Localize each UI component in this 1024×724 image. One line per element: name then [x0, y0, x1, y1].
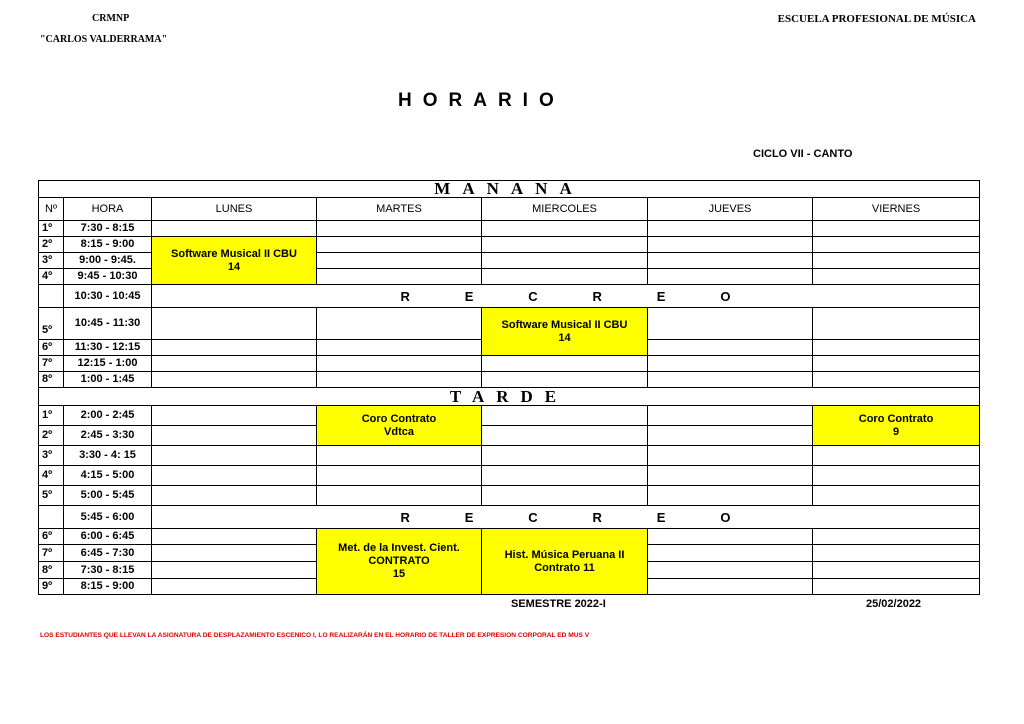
semester-label: SEMESTRE 2022-I — [511, 598, 606, 610]
empty-cell — [152, 529, 317, 545]
empty-cell — [648, 406, 813, 426]
row-time: 3:30 - 4: 15 — [64, 446, 152, 466]
schedule-table — [38, 180, 980, 595]
recess-letter: C — [528, 509, 538, 525]
recess-letter: C — [528, 288, 538, 304]
empty-cell — [482, 406, 648, 426]
footnote: LOS ESTUDIANTES QUE LLEVAN LA ASIGNATURA DE DESPLAZAMIENTO ESCENICO I, LO REALIZARÁN EN EL HORARIO DE TALLER DE EXPRESION CORPORAL ED MUS V — [40, 632, 590, 639]
course-cell-martes-coro — [317, 406, 482, 446]
empty-cell — [317, 340, 482, 356]
empty-cell — [648, 486, 813, 506]
row-number: 3º — [39, 253, 64, 269]
row-number: 1º — [39, 221, 64, 237]
recess-letter: E — [464, 509, 474, 525]
empty-cell — [648, 426, 813, 446]
row-number: 4º — [39, 269, 64, 285]
course-cell-viernes-coro — [813, 406, 980, 446]
row-number: 7º — [39, 356, 64, 372]
empty-cell — [317, 372, 482, 388]
row-time: 4:15 - 5:00 — [64, 466, 152, 486]
empty-cell — [813, 340, 980, 356]
row-time: 6:00 - 6:45 — [64, 529, 152, 545]
empty-cell — [152, 426, 317, 446]
empty-cell — [648, 579, 813, 595]
row-time: 7:30 - 8:15 — [64, 221, 152, 237]
empty-cell — [648, 466, 813, 486]
row-time: 8:15 - 9:00 — [64, 579, 152, 595]
afternoon-section-row — [39, 388, 980, 406]
empty-cell — [813, 579, 980, 595]
table-row — [39, 486, 980, 506]
row-number: 2º — [39, 426, 64, 446]
empty-cell — [317, 308, 482, 340]
course-cell-martes-metodologia — [317, 529, 482, 595]
col-header-viernes: VIERNES — [813, 198, 980, 221]
col-header-lunes: LUNES — [152, 198, 317, 221]
empty-cell — [317, 446, 482, 466]
table-row — [39, 446, 980, 466]
recess-letter: O — [720, 288, 731, 304]
row-number: 1º — [39, 406, 64, 426]
empty-cell — [648, 529, 813, 545]
institution-name: CRMNP — [92, 13, 130, 24]
empty-cell — [152, 356, 317, 372]
course-name: Coro Contrato — [361, 412, 437, 425]
empty-cell — [648, 562, 813, 579]
course-name: Met. de la Invest. Cient. — [338, 542, 460, 554]
course-teacher: CONTRATO — [368, 555, 430, 567]
row-time: 1:00 - 1:45 — [64, 372, 152, 388]
empty-cell — [813, 356, 980, 372]
empty-cell — [482, 269, 648, 285]
row-number: 4º — [39, 466, 64, 486]
empty-cell — [813, 446, 980, 466]
empty-cell — [152, 406, 317, 426]
empty-cell — [152, 579, 317, 595]
recess-letter: E — [464, 288, 474, 304]
empty-cell — [317, 269, 482, 285]
row-number — [39, 506, 64, 529]
course-cell-miercoles-historia — [482, 529, 648, 595]
empty-cell — [813, 529, 980, 545]
table-row — [39, 308, 980, 340]
row-number: 6º — [39, 340, 64, 356]
course-name: Coro Contrato — [858, 412, 934, 425]
recess-letter: E — [656, 288, 666, 304]
col-header-num: Nº — [39, 198, 64, 221]
empty-cell — [813, 486, 980, 506]
course-room: 14 — [558, 331, 571, 344]
recess-letter: R — [400, 509, 410, 525]
row-number: 3º — [39, 446, 64, 466]
empty-cell — [482, 221, 648, 237]
course-cell-miercoles-software — [482, 308, 648, 356]
row-number: 5º — [39, 308, 64, 340]
empty-cell — [317, 466, 482, 486]
course-room: 9 — [892, 425, 900, 438]
morning-section-row — [39, 181, 980, 198]
col-header-hora: HORA — [64, 198, 152, 221]
empty-cell — [813, 237, 980, 253]
empty-cell — [317, 237, 482, 253]
school-name: ESCUELA PROFESIONAL DE MÚSICA — [777, 13, 976, 25]
row-time: 2:00 - 2:45 — [64, 406, 152, 426]
course-name: Software Musical II CBU — [501, 318, 628, 331]
row-time: 12:15 - 1:00 — [64, 356, 152, 372]
empty-cell — [813, 372, 980, 388]
empty-cell — [317, 356, 482, 372]
row-number: 6º — [39, 529, 64, 545]
empty-cell — [648, 221, 813, 237]
row-number: 8º — [39, 562, 64, 579]
recess-letter: R — [400, 288, 410, 304]
section-morning: MANANA — [39, 181, 980, 198]
section-afternoon: TARDE — [39, 388, 980, 406]
table-row — [39, 237, 980, 253]
empty-cell — [152, 466, 317, 486]
empty-cell — [813, 269, 980, 285]
course-teacher-room: Contrato 11 — [534, 561, 595, 574]
course-room: 14 — [227, 260, 241, 273]
row-time: 6:45 - 7:30 — [64, 545, 152, 562]
empty-cell — [813, 545, 980, 562]
empty-cell — [648, 269, 813, 285]
row-number — [39, 285, 64, 308]
empty-cell — [152, 545, 317, 562]
row-number: 9º — [39, 579, 64, 595]
empty-cell — [152, 340, 317, 356]
recess-row — [39, 285, 980, 308]
page-title: HORARIO — [398, 90, 565, 111]
row-time: 11:30 - 12:15 — [64, 340, 152, 356]
course-name: Hist. Música Peruana II — [504, 548, 625, 561]
empty-cell — [813, 253, 980, 269]
empty-cell — [317, 221, 482, 237]
empty-cell — [648, 356, 813, 372]
course-room: Vdtca — [384, 425, 414, 438]
empty-cell — [152, 562, 317, 579]
empty-cell — [648, 340, 813, 356]
recess-label — [152, 285, 980, 308]
empty-cell — [482, 466, 648, 486]
empty-cell — [482, 372, 648, 388]
empty-cell — [317, 253, 482, 269]
table-row — [39, 356, 980, 372]
row-time: 10:30 - 10:45 — [64, 285, 152, 308]
empty-cell — [152, 308, 317, 340]
institution-subtitle: "CARLOS VALDERRAMA" — [40, 34, 168, 45]
row-number: 2º — [39, 237, 64, 253]
recess-label — [152, 506, 980, 529]
empty-cell — [152, 486, 317, 506]
empty-cell — [813, 308, 980, 340]
row-time: 8:15 - 9:00 — [64, 237, 152, 253]
row-time: 5:00 - 5:45 — [64, 486, 152, 506]
row-number: 7º — [39, 545, 64, 562]
empty-cell — [152, 372, 317, 388]
recess-letter: R — [592, 288, 602, 304]
empty-cell — [648, 237, 813, 253]
empty-cell — [648, 372, 813, 388]
row-time: 5:45 - 6:00 — [64, 506, 152, 529]
empty-cell — [813, 221, 980, 237]
course-cell-lunes-software — [152, 237, 317, 285]
row-number: 5º — [39, 486, 64, 506]
empty-cell — [482, 446, 648, 466]
empty-cell — [648, 308, 813, 340]
recess-letter: O — [720, 509, 731, 525]
empty-cell — [813, 466, 980, 486]
row-time: 10:45 - 11:30 — [64, 308, 152, 340]
col-header-martes: MARTES — [317, 198, 482, 221]
recess-letter: E — [656, 509, 666, 525]
cycle-label: CICLO VII - CANTO — [753, 148, 853, 160]
table-row — [39, 221, 980, 237]
empty-cell — [813, 562, 980, 579]
empty-cell — [482, 237, 648, 253]
empty-cell — [482, 426, 648, 446]
empty-cell — [648, 446, 813, 466]
table-row — [39, 529, 980, 545]
empty-cell — [482, 356, 648, 372]
header-row — [39, 198, 980, 221]
empty-cell — [482, 486, 648, 506]
course-name: Software Musical II CBU — [171, 247, 297, 260]
row-time: 9:00 - 9:45. — [64, 253, 152, 269]
row-time: 2:45 - 3:30 — [64, 426, 152, 446]
empty-cell — [152, 446, 317, 466]
table-row — [39, 466, 980, 486]
date-label: 25/02/2022 — [866, 598, 922, 610]
empty-cell — [648, 545, 813, 562]
row-number: 8º — [39, 372, 64, 388]
table-row — [39, 372, 980, 388]
empty-cell — [152, 221, 317, 237]
empty-cell — [317, 486, 482, 506]
col-header-miercoles: MIERCOLES — [482, 198, 648, 221]
recess-row — [39, 506, 980, 529]
col-header-jueves: JUEVES — [648, 198, 813, 221]
empty-cell — [648, 253, 813, 269]
row-time: 7:30 - 8:15 — [64, 562, 152, 579]
table-row — [39, 406, 980, 426]
course-room: 15 — [392, 568, 406, 580]
empty-cell — [482, 253, 648, 269]
row-time: 9:45 - 10:30 — [64, 269, 152, 285]
recess-letter: R — [592, 509, 602, 525]
